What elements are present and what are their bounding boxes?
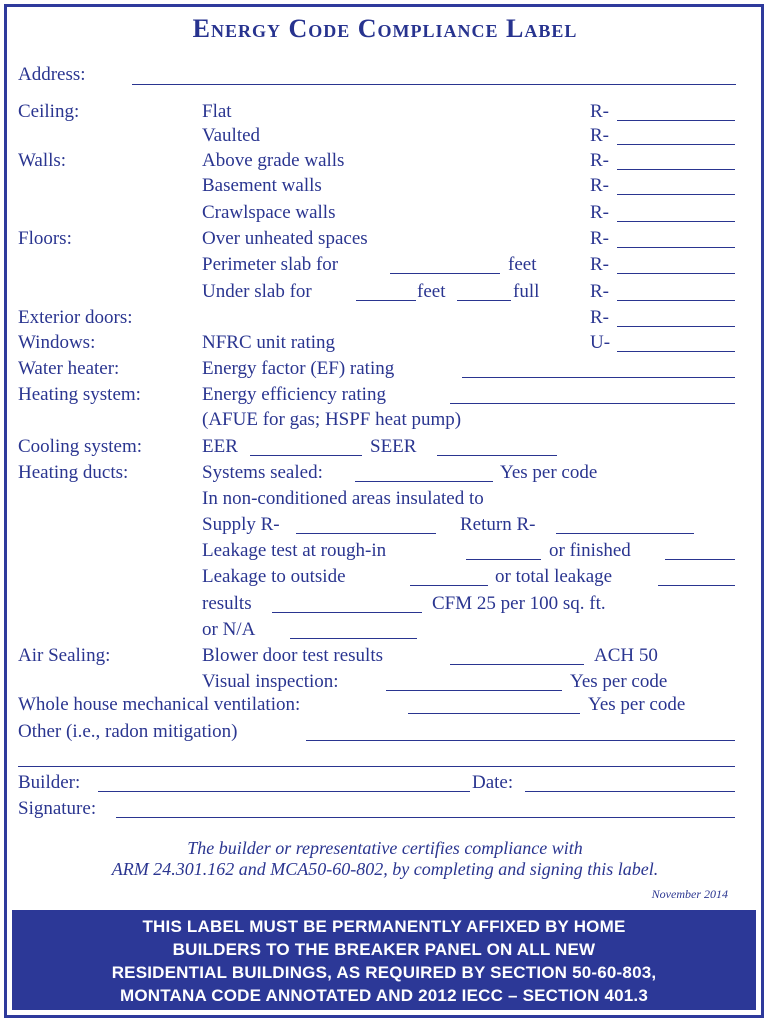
heating-ducts-label: Heating ducts: — [18, 462, 129, 483]
r-prefix: R- — [590, 101, 609, 122]
over-unheated-label: Over unheated spaces — [202, 228, 368, 249]
return-r-field[interactable] — [556, 533, 694, 534]
energy-efficiency-label: Energy efficiency rating — [202, 384, 386, 405]
certification-line-1: The builder or representative certifies compliance with — [187, 838, 583, 858]
r-value-field[interactable] — [617, 247, 735, 248]
nfrc-label: NFRC unit rating — [202, 332, 336, 353]
banner-line-4: MONTANA CODE ANNOTATED AND 2012 IECC – SECTION 401.3 — [119, 986, 649, 1005]
signature-label: Signature: — [18, 798, 97, 819]
builder-label: Builder: — [18, 772, 81, 793]
r-value-field[interactable] — [617, 169, 735, 170]
other-field[interactable] — [306, 740, 735, 741]
label-title: Energy Code Compliance Label — [192, 14, 578, 43]
yes-per-code-label: Yes per code — [500, 462, 598, 483]
r-value-field[interactable] — [617, 144, 735, 145]
whole-house-field[interactable] — [408, 713, 580, 714]
or-na-field[interactable] — [290, 638, 417, 639]
yes-per-code-label: Yes per code — [570, 671, 668, 692]
water-heater-label: Water heater: — [18, 358, 120, 379]
banner-line-2: BUILDERS TO THE BREAKER PANEL ON ALL NEW — [172, 940, 596, 959]
leak-outside-label: Leakage to outside — [202, 566, 346, 587]
perimeter-slab-label: Perimeter slab for — [202, 254, 339, 275]
eer-field[interactable] — [250, 455, 362, 456]
afue-note: (AFUE for gas; HSPF heat pump) — [202, 409, 462, 430]
u-prefix: U- — [590, 332, 611, 353]
systems-sealed-field[interactable] — [355, 481, 493, 482]
ef-rating-label: Energy factor (EF) rating — [202, 358, 395, 379]
address-label: Address: — [18, 64, 86, 85]
ach-label: ACH 50 — [594, 645, 658, 666]
other-label: Other (i.e., radon mitigation) — [18, 721, 238, 742]
r-value-field[interactable] — [617, 300, 735, 301]
r-prefix: R- — [590, 202, 609, 223]
banner-line-3: RESIDENTIAL BUILDINGS, AS REQUIRED BY SECTION 50-60-803, — [111, 963, 657, 982]
builder-field[interactable] — [98, 791, 470, 792]
walls-label: Walls: — [18, 150, 67, 171]
full-label: full — [513, 281, 540, 302]
leak-rough-field[interactable] — [466, 559, 541, 560]
windows-label: Windows: — [18, 332, 96, 353]
r-prefix: R- — [590, 228, 609, 249]
perimeter-feet-field[interactable] — [390, 273, 500, 274]
systems-sealed-label: Systems sealed: — [202, 462, 323, 483]
u-value-field[interactable] — [617, 351, 735, 352]
heating-system-label: Heating system: — [18, 384, 141, 405]
date-label: Date: — [472, 772, 514, 793]
results-label: results — [202, 593, 252, 614]
supply-label: Supply R- — [202, 514, 280, 535]
whole-house-label: Whole house mechanical ventilation: — [18, 694, 301, 715]
air-sealing-label: Air Sealing: — [18, 645, 111, 666]
cfm-label: CFM 25 per 100 sq. ft. — [432, 593, 606, 614]
ceiling-label: Ceiling: — [18, 101, 80, 122]
r-prefix: R- — [590, 125, 609, 146]
return-label: Return R- — [460, 514, 536, 535]
total-leakage-field[interactable] — [658, 585, 735, 586]
blower-door-label: Blower door test results — [202, 645, 384, 666]
crawlspace-label: Crawlspace walls — [202, 202, 336, 223]
vaulted-label: Vaulted — [202, 125, 261, 146]
non-conditioned-label: In non-conditioned areas insulated to — [202, 488, 484, 509]
above-grade-label: Above grade walls — [202, 150, 345, 171]
under-slab-full-field[interactable] — [457, 300, 511, 301]
banner-line-1: THIS LABEL MUST BE PERMANENTLY AFFIXED BY HOME — [142, 917, 626, 936]
r-prefix: R- — [590, 254, 609, 275]
eer-label: EER — [202, 436, 238, 457]
revision-date: November 2014 — [651, 887, 728, 901]
warning-banner — [12, 910, 756, 1010]
r-value-field[interactable] — [617, 326, 735, 327]
r-prefix: R- — [590, 150, 609, 171]
leak-finished-field[interactable] — [665, 559, 735, 560]
r-prefix: R- — [590, 281, 609, 302]
floors-label: Floors: — [18, 228, 72, 249]
visual-inspection-label: Visual inspection: — [202, 671, 339, 692]
visual-inspection-field[interactable] — [386, 690, 562, 691]
feet-label: feet — [508, 254, 537, 275]
blower-door-field[interactable] — [450, 664, 584, 665]
seer-label: SEER — [370, 436, 417, 457]
supply-r-field[interactable] — [296, 533, 436, 534]
basement-label: Basement walls — [202, 175, 322, 196]
or-finished-label: or finished — [549, 540, 631, 561]
r-prefix: R- — [590, 307, 609, 328]
certification-line-2: ARM 24.301.162 and MCA50-60-802, by completing and signing this label. — [111, 859, 659, 879]
seer-field[interactable] — [437, 455, 557, 456]
or-total-label: or total leakage — [495, 566, 613, 587]
other-field-continuation[interactable] — [18, 766, 735, 767]
flat-label: Flat — [202, 101, 232, 122]
feet-label: feet — [417, 281, 446, 302]
date-field[interactable] — [525, 791, 735, 792]
r-value-field[interactable] — [617, 273, 735, 274]
under-slab-label: Under slab for — [202, 281, 312, 302]
ef-rating-field[interactable] — [462, 377, 735, 378]
energy-efficiency-field[interactable] — [450, 403, 735, 404]
address-field[interactable] — [132, 84, 736, 85]
exterior-doors-label: Exterior doors: — [18, 307, 133, 328]
signature-field[interactable] — [116, 817, 735, 818]
yes-per-code-label: Yes per code — [588, 694, 686, 715]
r-value-field[interactable] — [617, 194, 735, 195]
r-value-field[interactable] — [617, 120, 735, 121]
leak-rough-label: Leakage test at rough-in — [202, 540, 387, 561]
leak-outside-field[interactable] — [410, 585, 488, 586]
under-slab-feet-field[interactable] — [356, 300, 416, 301]
results-field[interactable] — [272, 612, 422, 613]
or-na-label: or N/A — [202, 619, 256, 640]
cooling-system-label: Cooling system: — [18, 436, 143, 457]
r-prefix: R- — [590, 175, 609, 196]
r-value-field[interactable] — [617, 221, 735, 222]
